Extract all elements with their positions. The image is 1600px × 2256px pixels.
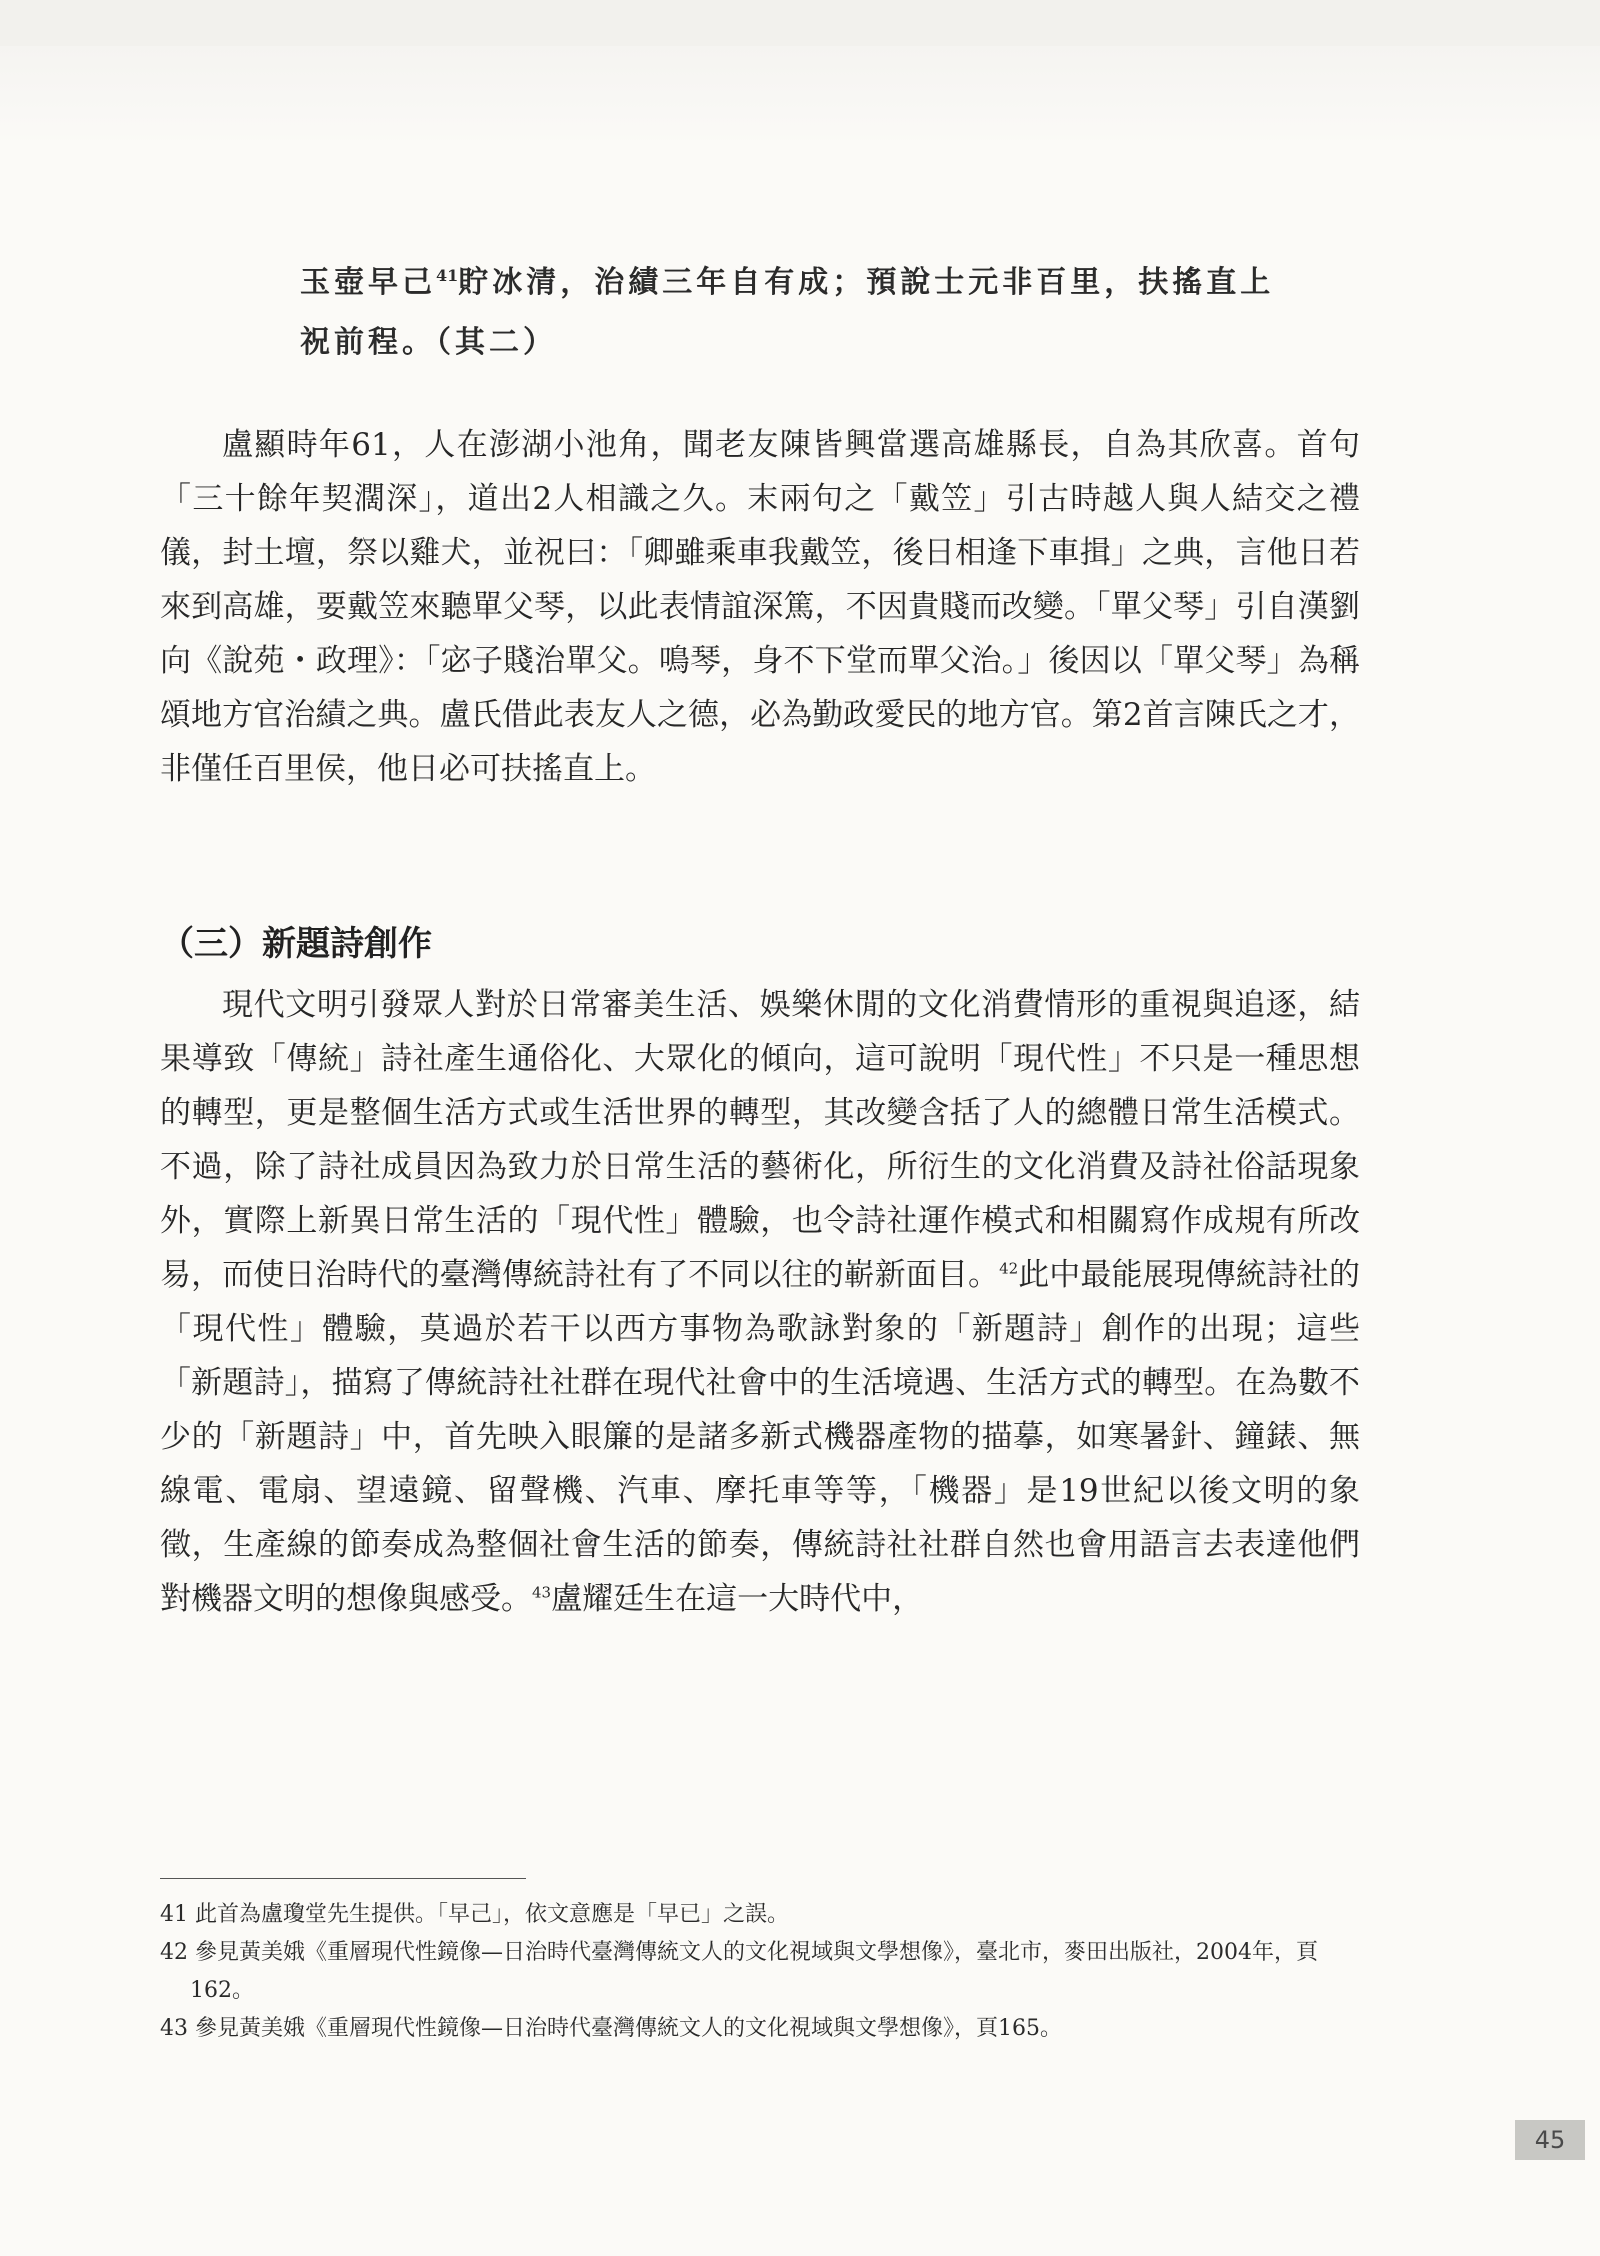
footnote-43: 43 參見黃美娥《重層現代性鏡像—日治時代臺灣傳統文人的文化視域與文學想像》，頁165。	[160, 2016, 1062, 2041]
footnote-ref-43: 43	[532, 1583, 552, 1602]
page-number: 45	[1515, 2120, 1585, 2160]
poem-line-1: 玉壺早己$^{41}$貯冰清，治績三年自有成；預說士元非百里，扶搖直上	[300, 265, 1275, 300]
page-top-gradient	[0, 46, 1600, 146]
paragraph-1-text: 盧顯時年61，人在澎湖小池角，聞老友陳皆興當選高雄縣長，自為其欣喜。首句「三十餘年契濶深」，道出2人相識之久。末兩句之「戴笠」引古時越人與人結交之禮儀，封土壇，祭以雞犬，並祝曰：「卿雖乘車我戴笠，後日相逢下車揖」之典，言他日若來到高雄，要戴笠來聽單父琴，以此表情誼深篤，不因貴賤而改變。「單父琴」引自漢劉向《說苑・政理》：「宓子賤治單父。鳴琴，身不下堂而單父治。」後因以「單父琴」為稱頌地方官治績之典。盧氏借此表友人之德，必為勤政愛民的地方官。第2首言陳氏之才，非僅任百里侯，他日必可扶搖直上。	[160, 427, 1360, 787]
footnote-divider	[160, 1878, 526, 1879]
footnotes	[160, 1896, 1360, 2048]
page-top-shadow	[0, 0, 1600, 46]
paragraph-2	[160, 978, 1360, 1626]
footnote-41: 41 此首為盧瓊堂先生提供。「早己」，依文意應是「早已」之誤。	[160, 1902, 789, 1927]
footnote-ref-41: 41	[436, 266, 459, 285]
paragraph-1	[160, 418, 1360, 796]
section-heading: （三）新題詩創作	[160, 924, 432, 964]
paragraph-2-text: 現代文明引發眾人對於日常審美生活、娛樂休閒的文化消費情形的重視與追逐，結果導致「傳統」詩社產生通俗化、大眾化的傾向，這可說明「現代性」不只是一種思想的轉型，更是整個生活方式或生活世界的轉型，其改變含括了人的總體日常生活模式。不過，除了詩社成員因為致力於日常生活的藝術化，所衍生的文化消費及詩社俗話現象外，實際上新異日常生活的「現代性」體驗，也令詩社運作模式和相關寫作成規有所改易，而使日治時代的臺灣傳統詩社有了不同以往的嶄新面目。$^{42}$此中最能展現傳統詩社的「現代性」體驗，莫過於若干以西方事物為歌詠對象的「新題詩」創作的出現；這些「新題詩」，描寫了傳統詩社社群在現代社會中的生活境遇、生活方式的轉型。在為數不少的「新題詩」中，首先映入眼簾的是諸多新式機器產物的描摹，如寒暑針、鐘錶、無線電、電扇、望遠鏡、留聲機、汽車、摩托車等等，「機器」是19世紀以後文明的象徵，生產線的節奏成為整個社會生活的節奏，傳統詩社社群自然也會用語言去表達他們對機器文明的想像與感受。$^{43}$盧耀廷生在這一大時代中，	[160, 987, 1360, 1617]
poem-block	[300, 246, 1360, 373]
poem-line-2: 祝前程。（其二）	[300, 325, 557, 360]
footnote-ref-42: 42	[999, 1259, 1019, 1278]
footnote-42: 42 參見黃美娥《重層現代性鏡像—日治時代臺灣傳統文人的文化視域與文學想像》，臺北市，麥田出版社，2004年，頁162。	[160, 1940, 1318, 2003]
